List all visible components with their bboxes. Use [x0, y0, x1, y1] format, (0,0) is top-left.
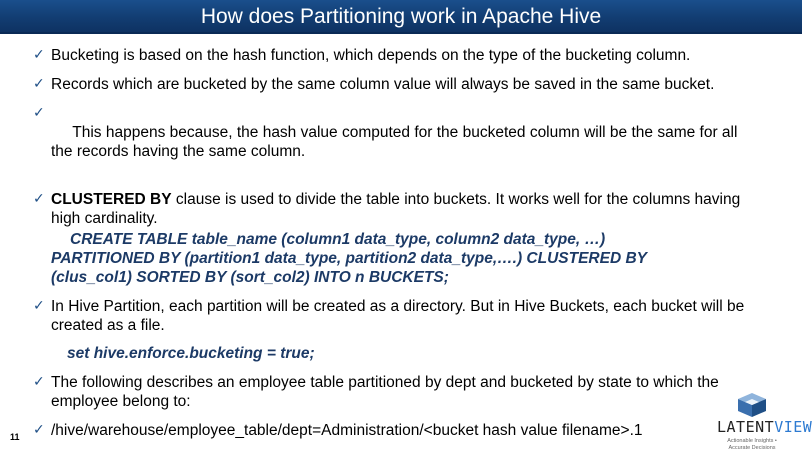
logo-word-part2: VIEW: [774, 418, 812, 436]
logo-tagline: Actionable Insights • Accurate Decisions: [727, 438, 777, 451]
slide-content: [32, 46, 762, 450]
checkmark-icon: ✓: [33, 298, 45, 314]
slide-title: How does Partitioning work in Apache Hive: [200, 5, 602, 28]
logo-word-part1: LATENT: [717, 418, 775, 436]
bullet-text: In Hive Partition, each partition will be created as a directory. But in Hive Buckets, each bucket will be created as a file.: [51, 298, 745, 334]
set-bucketing-code: set hive.enforce.bucketing = true;: [67, 345, 315, 362]
create-table-code: [51, 230, 762, 287]
bullet-text: The following describes an employee table partitioned by dept and bucketed by state to which the employee belong to:: [51, 374, 719, 410]
latentview-logo: [717, 392, 812, 451]
bullet-text: /hive/warehouse/employee_table/dept=Administration/<bucket hash value filename>.1: [51, 422, 643, 439]
bullet-text: This happens because, the hash value computed for the bucketed column will be the same for all the records having the same column.: [51, 124, 742, 160]
checkmark-icon: ✓: [33, 76, 45, 92]
bullet-item: [32, 46, 762, 65]
bullet-text: clause is used to divide the table into buckets. It works well for the columns having high cardinality.: [51, 191, 741, 227]
bullet-item: [32, 75, 762, 94]
checkmark-icon: ✓: [33, 47, 45, 63]
bullet-item: [32, 297, 762, 335]
bullet-item: [32, 421, 762, 440]
cube-logo-icon: [735, 392, 769, 418]
bullet-text: Records which are bucketed by the same column value will always be saved in the same bucket.: [51, 76, 715, 93]
code-line: CREATE TABLE table_name (column1 data_type, column2 data_type, …): [70, 231, 606, 248]
checkmark-icon: ✓: [33, 191, 45, 207]
code-line: (clus_col1) SORTED BY (sort_col2) INTO n BUCKETS;: [51, 269, 449, 286]
bullet-item: [32, 104, 762, 180]
code-line: PARTITIONED BY (partition1 data_type, partition2 data_type,….) CLUSTERED BY: [51, 250, 647, 267]
title-bar: [0, 0, 802, 34]
slide-number: 11: [10, 432, 20, 442]
bullet-text: Bucketing is based on the hash function, which depends on the type of the bucketing column.: [51, 47, 691, 64]
checkmark-icon: ✓: [33, 105, 45, 121]
clustered-by-keyword: CLUSTERED BY: [51, 191, 172, 208]
logo-wordmark: [717, 418, 812, 436]
bullet-item: [32, 373, 762, 411]
checkmark-icon: ✓: [33, 422, 45, 438]
checkmark-icon: ✓: [33, 374, 45, 390]
bullet-item: [32, 190, 762, 228]
